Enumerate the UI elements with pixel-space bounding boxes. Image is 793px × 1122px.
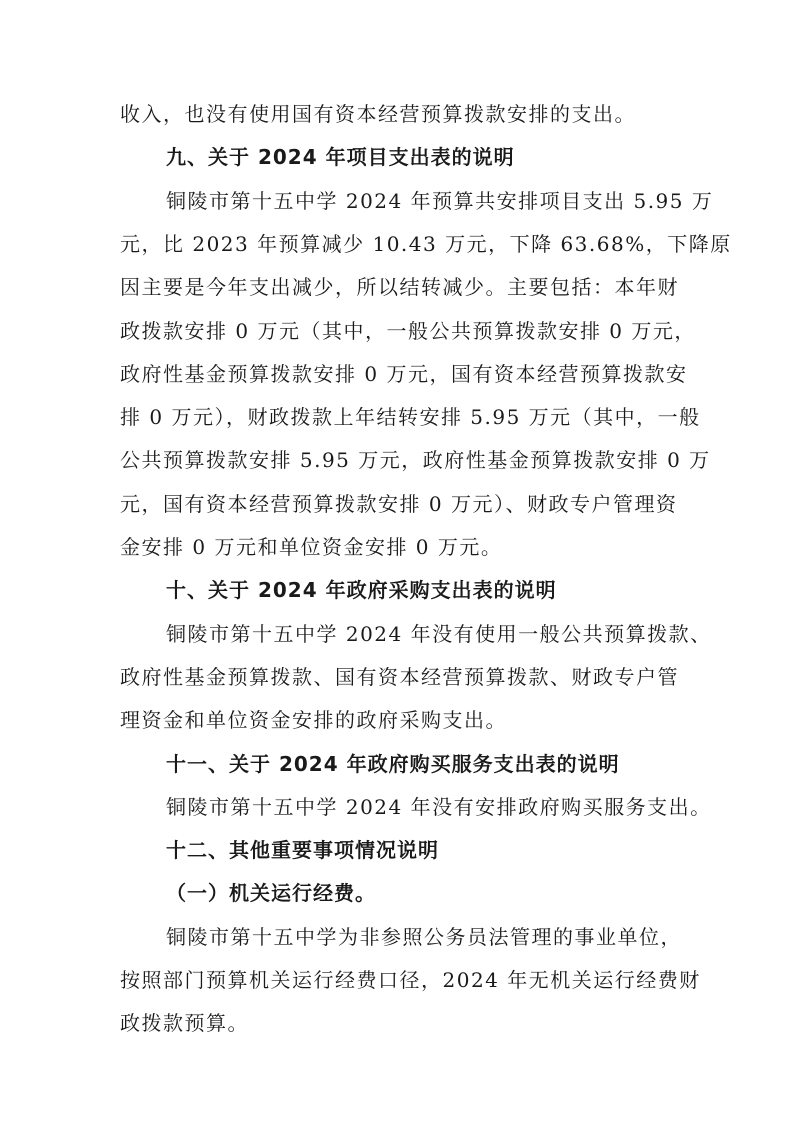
section-heading-12: 十二、其他重要事项情况说明 (166, 838, 439, 862)
paragraph-line: 排 0 万元），财政拨款上年结转安排 5.95 万元（其中，一般 (120, 405, 701, 429)
paragraph-line: 铜陵市第十五中学 2024 年没有使用一般公共预算拨款、 (166, 622, 712, 646)
paragraph-line: 收入，也没有使用国有资本经营预算拨款安排的支出。 (120, 102, 636, 126)
paragraph-line: 铜陵市第十五中学 2024 年没有安排政府购买服务支出。 (166, 795, 712, 819)
section-heading-11: 十一、关于 2024 年政府购买服务支出表的说明 (166, 752, 620, 776)
section-heading-9: 九、关于 2024 年项目支出表的说明 (166, 145, 515, 169)
paragraph-line: 元，比 2023 年预算减少 10.43 万元，下降 63.68%，下降原 (120, 232, 732, 256)
paragraph-line: 政拨款安排 0 万元（其中，一般公共预算拨款安排 0 万元， (120, 319, 696, 343)
paragraph-line: 按照部门预算机关运行经费口径，2024 年无机关运行经费财 (120, 968, 701, 992)
paragraph-line: 政府性基金预算拨款安排 0 万元，国有资本经营预算拨款安 (120, 362, 688, 386)
paragraph-line: 公共预算拨款安排 5.95 万元，政府性基金预算拨款安排 0 万 (120, 448, 711, 472)
paragraph-line: 政府性基金预算拨款、国有资本经营预算拨款、财政专户管 (120, 665, 679, 689)
paragraph-line: 元，国有资本经营预算拨款安排 0 万元）、财政专户管理资 (120, 492, 678, 516)
paragraph-line: 政拨款预算。 (120, 1011, 249, 1035)
section-heading-10: 十、关于 2024 年政府采购支出表的说明 (166, 578, 557, 602)
paragraph-line: 因主要是今年支出减少，所以结转减少。主要包括：本年财 (120, 275, 679, 299)
paragraph-line: 铜陵市第十五中学 2024 年预算共安排项目支出 5.95 万 (166, 189, 714, 213)
paragraph-line: 金安排 0 万元和单位资金安排 0 万元。 (120, 535, 503, 559)
paragraph-line: 理资金和单位资金安排的政府采购支出。 (120, 708, 507, 732)
subsection-heading-1: （一）机关运行经费。 (166, 881, 376, 905)
paragraph-line: 铜陵市第十五中学为非参照公务员法管理的事业单位， (166, 925, 682, 949)
